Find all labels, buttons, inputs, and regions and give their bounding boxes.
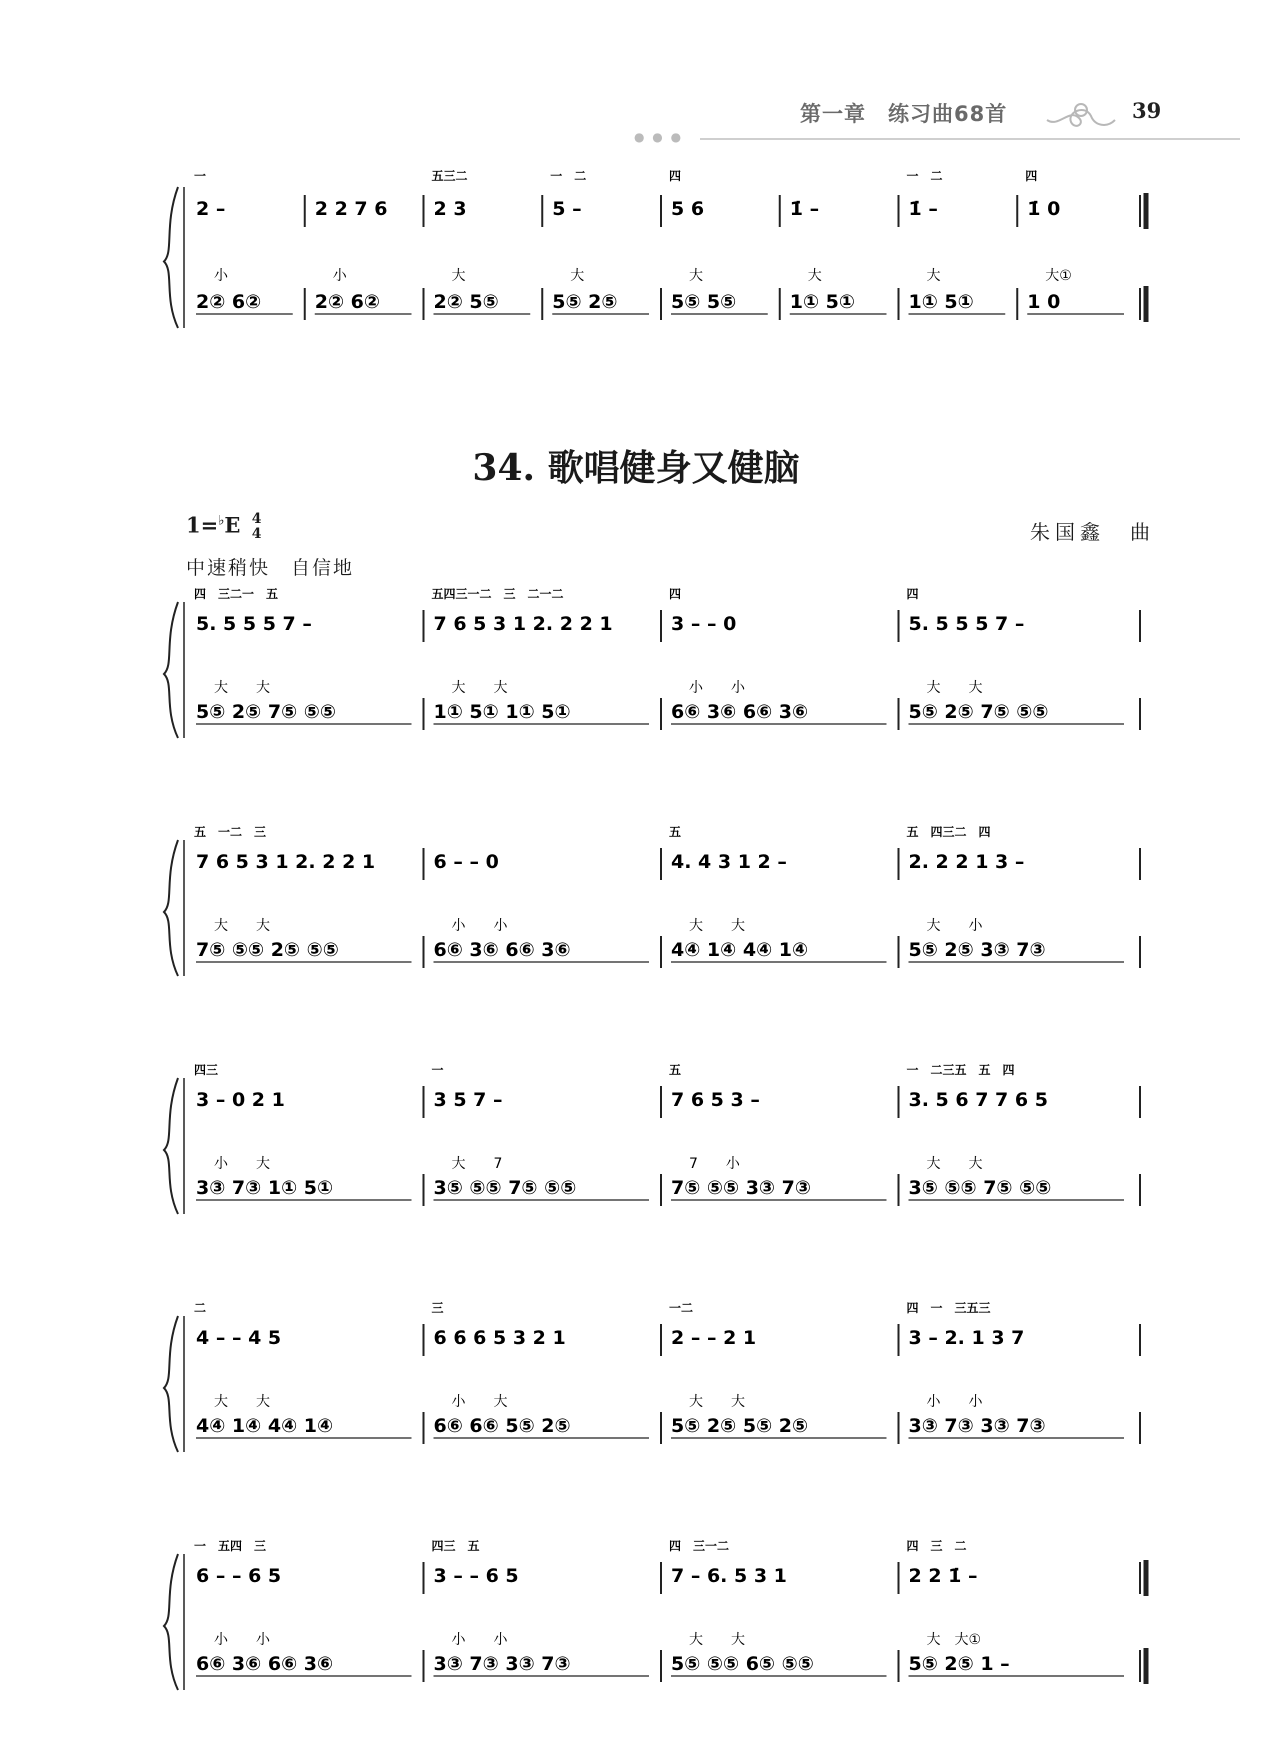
fingering-mark: 四 三一二 xyxy=(669,1539,730,1553)
bass-measure: 7⑤ ⑤⑤ 2⑤ ⑤⑤ xyxy=(196,939,339,961)
fingering-mark: 二 xyxy=(194,1301,207,1315)
bass-measure: 2② 5⑤ xyxy=(433,291,499,313)
bass-measure: 2② 6② xyxy=(314,291,380,313)
fingering-mark: 五 xyxy=(669,825,682,839)
bass-measure: 3③ 7③ 1① 5① xyxy=(196,1177,334,1199)
melody-measure: 7 – 6. 5 3 1 xyxy=(671,1565,787,1587)
grand-staff-brace xyxy=(164,1078,178,1214)
fingering-mark: 五 一二 三 xyxy=(194,825,267,839)
melody-measure: 3 – 0 2 1 xyxy=(196,1089,285,1111)
fingering-mark: 四三 五 xyxy=(431,1539,480,1553)
bass-measure: 6⑥ 3⑥ 6⑥ 3⑥ xyxy=(196,1653,334,1675)
bass-string-label: 大① xyxy=(1045,268,1072,284)
bass-string-label: 大 大 xyxy=(689,1394,745,1410)
bass-string-label: 大 大 xyxy=(451,680,508,696)
grand-staff-brace xyxy=(164,1316,178,1452)
score-system-3 xyxy=(160,1056,1150,1276)
melody-measure: 3 – 2. 1 3 7 xyxy=(908,1327,1025,1349)
fingering-mark: 四 xyxy=(669,587,682,601)
fingering-mark: 四 三 二 xyxy=(906,1539,967,1553)
bass-measure: 4④ 1④ 4④ 1④ xyxy=(196,1415,334,1437)
score-system-1 xyxy=(160,580,1150,800)
melody-measure: 4 – – 4 5 xyxy=(196,1327,282,1349)
bass-string-label: 大 大 xyxy=(926,680,983,696)
bass-string-label: 大 xyxy=(570,268,585,284)
bass-measure: 3⑤ ⑤⑤ 7⑤ ⑤⑤ xyxy=(433,1177,577,1199)
bass-measure: 5⑤ 2⑤ 5⑤ 2⑤ xyxy=(671,1415,809,1437)
page-number: 39 xyxy=(1132,98,1162,123)
fingering-mark: 一 二三五 五 四 xyxy=(906,1063,1015,1077)
bass-string-label: 大 xyxy=(926,268,941,284)
bass-measure: 1① 5① xyxy=(908,291,974,313)
melody-measure: 1̇ – xyxy=(789,198,820,220)
bass-measure: 1① 5① 1① 5① xyxy=(433,701,571,723)
melody-measure: 2 3 xyxy=(433,198,467,220)
composer-credit: 朱国鑫 曲 xyxy=(1030,520,1155,544)
bass-measure: 5⑤ 2⑤ 1 – xyxy=(908,1653,1010,1675)
fingering-mark: 一 xyxy=(431,1063,444,1077)
melody-measure: 6 – – 0 xyxy=(433,851,499,873)
fingering-mark: 四 一 三五三 xyxy=(906,1301,991,1315)
bass-string-label: 大 xyxy=(807,268,822,284)
fingering-mark: 三 xyxy=(431,1301,444,1315)
grand-staff-brace xyxy=(164,187,178,328)
bass-measure: 5⑤ 2⑤ 3③ 7③ xyxy=(908,939,1046,961)
score-system-5 xyxy=(160,1532,1150,1752)
bass-string-label: 大 大 xyxy=(926,1156,983,1172)
bass-measure: 6⑥ 3⑥ 6⑥ 3⑥ xyxy=(671,701,809,723)
bass-measure: 5⑤ 2⑤ 7⑤ ⑤⑤ xyxy=(196,701,336,723)
fingering-mark: 一 二 xyxy=(906,169,943,183)
time-numerator: 4 xyxy=(251,511,262,527)
melody-measure: 2 2 7 6 xyxy=(314,198,388,220)
melody-measure: 5. 5 5 5 7 – xyxy=(908,613,1025,635)
time-signature xyxy=(252,512,262,542)
bass-measure: 6⑥ 6⑥ 5⑤ 2⑤ xyxy=(433,1415,571,1437)
melody-measure: 7 6 5 3 1 2. 2 2 1 xyxy=(433,613,613,635)
fingering-mark: 五四三一二 三 二一二 xyxy=(431,587,564,601)
bass-string-label: 小 小 xyxy=(451,918,508,934)
melody-measure: 5 – xyxy=(552,198,582,220)
melody-measure: 6 6 6 5 3 2 1 xyxy=(433,1327,566,1349)
melody-measure: 2 – xyxy=(196,198,226,220)
tempo-marking: 中速稍快 自信地 xyxy=(186,557,355,579)
bass-string-label: 大 7 xyxy=(451,1156,503,1172)
bass-measure: 3③ 7③ 3③ 7③ xyxy=(433,1653,571,1675)
melody-measure: 3 – – 0 xyxy=(671,613,737,635)
fingering-mark: 四 xyxy=(1025,169,1038,183)
fingering-mark: 一二 xyxy=(669,1301,694,1315)
bass-string-label: 大 大 xyxy=(214,680,270,696)
melody-measure: 3 – – 6 5 xyxy=(433,1565,519,1587)
melody-measure: 1̇ – xyxy=(908,198,938,220)
bass-string-label: 7 小 xyxy=(689,1156,740,1172)
bass-string-label: 大 大 xyxy=(214,1394,270,1410)
bass-string-label: 小 xyxy=(214,268,228,284)
bass-measure: 5⑤ 5⑤ xyxy=(671,291,737,313)
melody-measure: 3. 5 6 7 7 6 5 xyxy=(908,1089,1048,1111)
bass-measure: 6⑥ 3⑥ 6⑥ 3⑥ xyxy=(433,939,571,961)
grand-staff-brace xyxy=(164,1554,178,1690)
fingering-mark: 一 xyxy=(194,169,207,183)
bass-string-label: 大 大 xyxy=(214,918,270,934)
score-system-0 xyxy=(160,160,1150,390)
score-system-2 xyxy=(160,818,1150,1038)
bass-string-label: 大 xyxy=(451,268,466,284)
melody-measure: 2. 2 2 1 3 – xyxy=(908,851,1025,873)
time-denominator: 4 xyxy=(251,526,262,542)
melody-measure: 5 6 xyxy=(671,198,705,220)
melody-measure: 7 6 5 3 1 2. 2 2 1 xyxy=(196,851,376,873)
score-system-4 xyxy=(160,1294,1150,1514)
bass-measure: 3③ 7③ 3③ 7③ xyxy=(908,1415,1046,1437)
bass-measure: 5⑤ 2⑤ 7⑤ ⑤⑤ xyxy=(908,701,1049,723)
melody-measure: 2 – – 2 1 xyxy=(671,1327,757,1349)
fingering-mark: 五 xyxy=(669,1063,682,1077)
bass-string-label: 大 小 xyxy=(926,918,983,934)
fingering-mark: 四 三二一 五 xyxy=(194,587,279,601)
melody-measure: 5. 5 5 5 7 – xyxy=(196,613,312,635)
fingering-mark: 一 五四 三 xyxy=(194,1539,267,1553)
key-name: E xyxy=(224,512,241,538)
bass-string-label: 大 xyxy=(689,268,703,284)
fingering-mark: 四 xyxy=(906,587,919,601)
song-title: 34. 歌唱健身又健脑 xyxy=(472,447,800,489)
grand-staff-brace xyxy=(164,602,178,738)
bass-string-label: 大 大① xyxy=(926,1632,982,1648)
key-prefix: 1= xyxy=(186,512,219,538)
header-dots: ● ● ● xyxy=(634,130,684,144)
bass-string-label: 小 小 xyxy=(689,680,745,696)
bass-string-label: 小 xyxy=(332,268,347,284)
melody-measure: 7 6 5 3 – xyxy=(671,1089,760,1111)
bass-measure: 1 0 xyxy=(1027,291,1061,313)
chapter-title: 第一章 练习曲68首 xyxy=(800,102,1008,126)
bass-measure: 5⑤ 2⑤ xyxy=(552,291,618,313)
bass-measure: 5⑤ ⑤⑤ 6⑤ ⑤⑤ xyxy=(671,1653,814,1675)
bass-string-label: 大 大 xyxy=(689,1632,745,1648)
melody-measure: 4. 4 3 1 2 – xyxy=(671,851,787,873)
melody-measure: 2 2 1̇ – xyxy=(908,1565,978,1587)
melody-measure: 3 5 7 – xyxy=(433,1089,503,1111)
grand-staff-brace xyxy=(164,840,178,976)
bass-string-label: 小 小 xyxy=(214,1632,270,1648)
fingering-mark: 四三 xyxy=(194,1063,219,1077)
melody-measure: 6 – – 6 5 xyxy=(196,1565,282,1587)
bass-string-label: 小 小 xyxy=(926,1394,983,1410)
bass-measure: 2② 6② xyxy=(196,291,262,313)
header-rule xyxy=(700,138,1240,140)
fingering-mark: 一 二 xyxy=(550,169,587,183)
bass-string-label: 小 大 xyxy=(214,1156,270,1172)
fingering-mark: 四 xyxy=(669,169,682,183)
melody-measure: 1̇ 0 xyxy=(1027,198,1061,220)
bass-measure: 7⑤ ⑤⑤ 3③ 7③ xyxy=(671,1177,811,1199)
fingering-mark: 五 四三二 四 xyxy=(906,825,991,839)
bass-measure: 3⑤ ⑤⑤ 7⑤ ⑤⑤ xyxy=(908,1177,1052,1199)
bass-string-label: 小 小 xyxy=(451,1632,508,1648)
bass-string-label: 大 大 xyxy=(689,918,745,934)
flat-sign: ♭ xyxy=(218,513,225,529)
fingering-mark: 五三二 xyxy=(431,169,468,183)
bass-measure: 4④ 1④ 4④ 1④ xyxy=(671,939,809,961)
bass-string-label: 小 大 xyxy=(451,1394,508,1410)
bass-measure: 1① 5① xyxy=(789,291,855,313)
ornament-icon xyxy=(1045,98,1117,132)
page-header xyxy=(634,96,1240,144)
key-signature xyxy=(186,512,261,542)
